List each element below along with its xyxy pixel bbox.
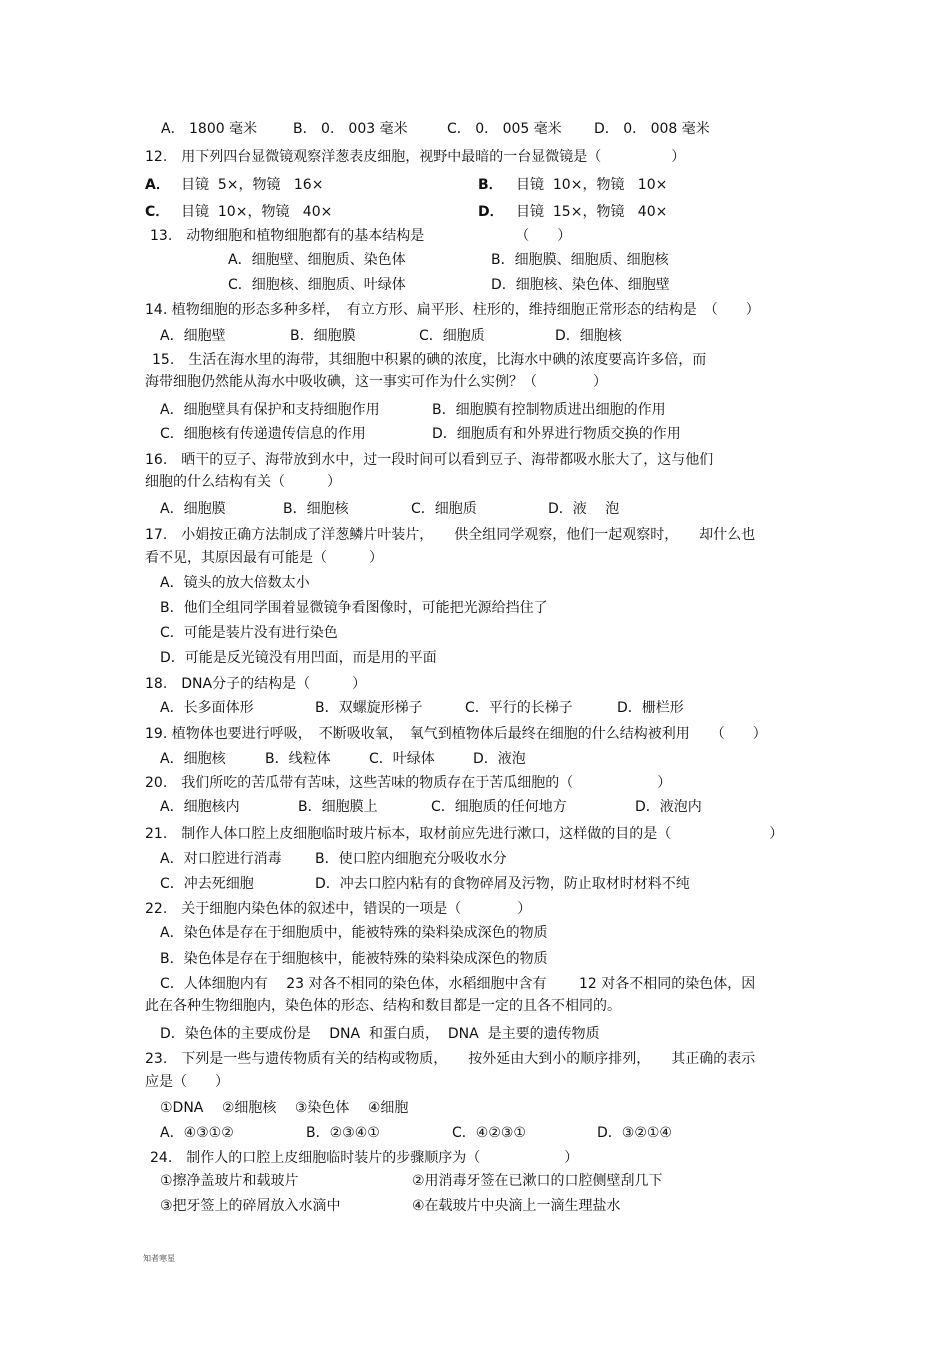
q22-option-c-2: 此在各种生物细胞内，染色体的形态、结构和数目都是一定的且各不相同的。 — [145, 998, 621, 1014]
q22-option-a: A．染色体是存在于细胞质中，能被特殊的染料染成深色的物质 — [160, 925, 548, 941]
q16-stem-2: 细胞的什么结构有关（ ） — [145, 474, 341, 490]
q20-stem: 20. 我们所吃的苦瓜带有苦味，这些苦味的物质存在于苦瓜细胞的（ ） — [145, 775, 672, 791]
q19-option-d: D．液泡 — [473, 751, 526, 767]
q13-option-c: C．细胞核、细胞质、叶绿体 — [228, 277, 406, 293]
page-footer: 知者寒星 — [143, 1254, 175, 1263]
q15-option-b: B．细胞膜有控制物质进出细胞的作用 — [432, 402, 666, 418]
q11-option-c: C． 0． 005 毫米 — [447, 121, 562, 137]
q21-option-c: C．冲去死细胞 — [160, 876, 254, 892]
q20-option-b: B．细胞膜上 — [298, 799, 378, 815]
q20-option-c: C．细胞质的任何地方 — [431, 799, 567, 815]
q18-option-b: B．双螺旋形梯子 — [315, 700, 423, 716]
q13-option-a: A．细胞壁、细胞质、染色体 — [228, 252, 406, 268]
q16-option-a: A．细胞膜 — [160, 501, 226, 517]
q17-option-d: D．可能是反光镜没有用凹面，而是用的平面 — [160, 650, 437, 666]
q19-option-a: A．细胞核 — [160, 751, 226, 767]
q12-d-letter: D． — [478, 204, 504, 220]
q19-stem: 19. 植物体也要进行呼吸， 不断吸收氧， 氧气到植物体后最终在细胞的什么结构被利用 （ ） — [145, 726, 767, 742]
q19-option-b: B．线粒体 — [265, 751, 331, 767]
q16-option-b: B．细胞核 — [283, 501, 349, 517]
q14-option-a: A．细胞壁 — [160, 328, 226, 344]
q23-stem-2: 应是（ ） — [145, 1074, 229, 1090]
q12-option-a: 目镜 5×，物镜 16× — [181, 177, 324, 193]
q20-option-a: A．细胞核内 — [160, 799, 240, 815]
q24-step-1: ①擦净盖玻片和载玻片 — [160, 1173, 299, 1189]
q18-stem: 18. DNA分子的结构是（ ） — [145, 676, 367, 692]
q12-option-d: 目镜 15×，物镜 40× — [516, 204, 668, 220]
q12-a-letter: A． — [145, 177, 170, 193]
q17-stem-1: 17. 小娟按正确方法制成了洋葱鳞片叶装片， 供全组同学观察，他们一起观察时， 却什么也 — [145, 527, 756, 543]
q22-option-c-1: C．人体细胞内有 23 对各不相同的染色体，水稻细胞中含有 12 对各不相同的染色体，因 — [160, 976, 756, 992]
q20-option-d: D．液泡内 — [635, 799, 702, 815]
q15-stem-1: 15. 生活在海水里的海带，其细胞中积累的碘的浓度，比海水中碘的浓度要高许多倍，而 — [152, 352, 707, 368]
q21-option-d: D．冲去口腔内粘有的食物碎屑及污物，防止取材时材料不纯 — [315, 876, 690, 892]
q23-option-b: B．②③④① — [306, 1125, 380, 1141]
q23-option-d: D．③②①④ — [597, 1125, 672, 1141]
q24-step-3: ③把牙签上的碎屑放入水滴中 — [160, 1198, 341, 1214]
q23-items: ①DNA ②细胞核 ③染色体 ④细胞 — [160, 1100, 409, 1116]
q17-option-a: A．镜头的放大倍数太小 — [160, 575, 310, 591]
q15-stem-2: 海带细胞仍然能从海水中吸收碘，这一事实可作为什么实例？（ ） — [145, 374, 607, 390]
q11-option-d: D． 0． 008 毫米 — [594, 121, 710, 137]
q17-option-b: B．他们全组同学围着显微镜争看图像时，可能把光源给挡住了 — [160, 600, 548, 616]
q13-option-d: D．细胞核、染色体、细胞壁 — [491, 277, 670, 293]
q17-stem-2: 看不见，其原因最有可能是（ ） — [145, 550, 383, 566]
q23-option-c: C．④②③① — [452, 1125, 526, 1141]
q15-option-a: A．细胞壁具有保护和支持细胞作用 — [160, 402, 380, 418]
q14-stem: 14. 植物细胞的形态多种多样， 有立方形、扁平形、柱形的，维持细胞正常形态的结构是 （ ） — [145, 302, 760, 318]
q21-stem: 21. 制作人体口腔上皮细胞临时玻片标本，取材前应先进行漱口，这样做的目的是（ ） — [145, 826, 784, 842]
q13-option-b: B．细胞膜、细胞质、细胞核 — [491, 252, 669, 268]
q23-option-a: A．④③①② — [160, 1125, 234, 1141]
q12-b-letter: B． — [478, 177, 503, 193]
q23-stem-1: 23. 下列是一些与遗传物质有关的结构或物质， 按外延由大到小的顺序排列， 其正确的表示 — [145, 1051, 756, 1067]
q12-c-letter: C． — [145, 204, 170, 220]
q19-option-c: C．叶绿体 — [369, 751, 435, 767]
q12-option-c: 目镜 10×，物镜 40× — [181, 204, 333, 220]
q21-option-b: B．使口腔内细胞充分吸收水分 — [315, 851, 507, 867]
q12-stem: 12. 用下列四台显微镜观察洋葱表皮细胞，视野中最暗的一台显微镜是（ ） — [145, 149, 686, 165]
q21-option-a: A．对口腔进行消毒 — [160, 851, 282, 867]
q14-option-c: C．细胞质 — [419, 328, 485, 344]
q22-option-d: D．染色体的主要成份是 DNA 和蛋白质， DNA 是主要的遗传物质 — [160, 1026, 600, 1042]
q24-step-2: ②用消毒牙签在已漱口的口腔侧壁刮几下 — [412, 1173, 663, 1189]
q16-stem-1: 16. 晒干的豆子、海带放到水中，过一段时间可以看到豆子、海带都吸水胀大了，这与他们 — [145, 452, 714, 468]
q16-option-d: D．液 泡 — [548, 501, 620, 517]
q15-option-d: D．细胞质有和外界进行物质交换的作用 — [432, 426, 681, 442]
q11-option-a: A． 1800 毫米 — [161, 121, 258, 137]
q24-step-4: ④在载玻片中央滴上一滴生理盐水 — [412, 1198, 621, 1214]
q22-option-b: B．染色体是存在于细胞核中，能被特殊的染料染成深色的物质 — [160, 951, 548, 967]
q11-option-b: B． 0． 003 毫米 — [293, 121, 408, 137]
q16-option-c: C．细胞质 — [411, 501, 477, 517]
q14-option-b: B．细胞膜 — [290, 328, 356, 344]
q15-option-c: C．细胞核有传递遗传信息的作用 — [160, 426, 366, 442]
q18-option-a: A．长多面体形 — [160, 700, 254, 716]
q22-stem: 22. 关于细胞内染色体的叙述中，错误的一项是（ ） — [145, 901, 532, 917]
q18-option-c: C．平行的长梯子 — [465, 700, 573, 716]
q13-stem: 13. 动物细胞和植物细胞都有的基本结构是 （ ） — [150, 228, 572, 244]
q24-stem: 24. 制作人的口腔上皮细胞临时装片的步骤顺序为（ ） — [150, 1150, 579, 1166]
q14-option-d: D．细胞核 — [555, 328, 622, 344]
q18-option-d: D．栅栏形 — [617, 700, 684, 716]
q12-option-b: 目镜 10×，物镜 10× — [516, 177, 668, 193]
q17-option-c: C．可能是装片没有进行染色 — [160, 625, 338, 641]
